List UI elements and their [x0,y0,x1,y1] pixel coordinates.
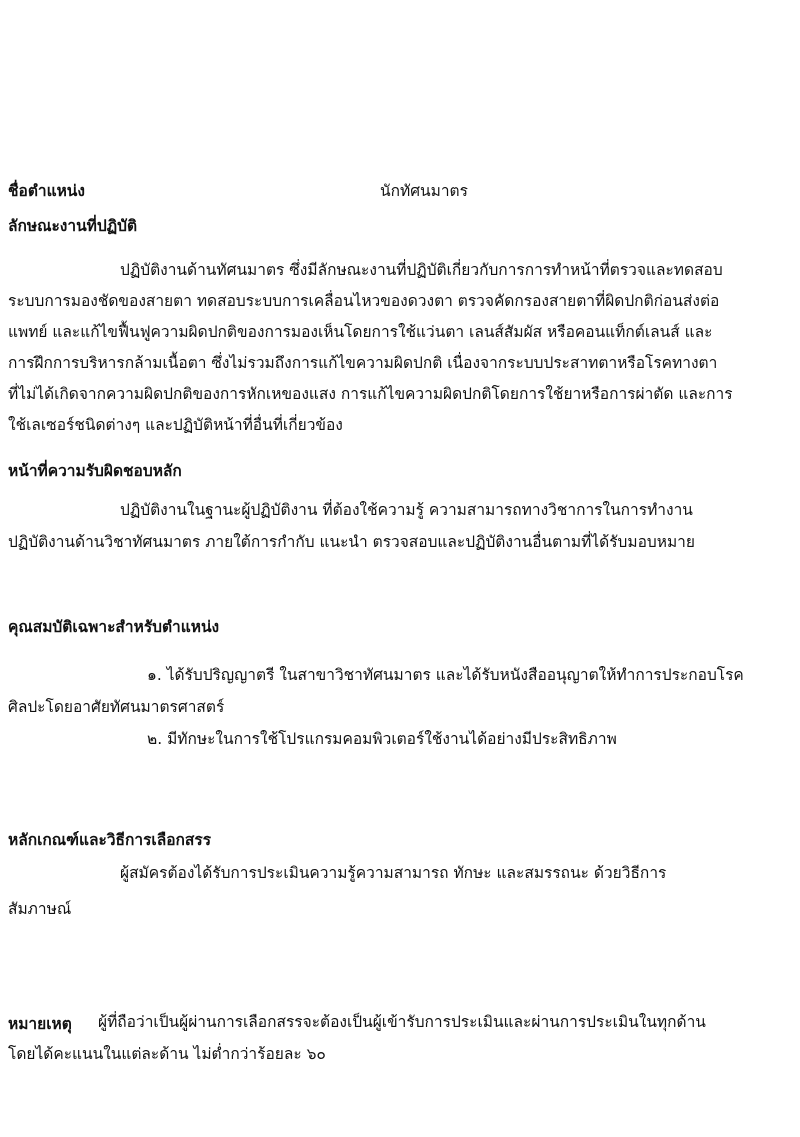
selection-line: ผู้สมัครต้องได้รับการประเมินความรู้ความสามารถ ทักษะ และสมรรถนะ ด้วยวิธีการ [120,864,667,882]
note-line: โดยได้คะแนนในแต่ละด้าน ไม่ต่ำกว่าร้อยละ ๖๐ [8,1045,326,1063]
qualification-item-continuation: ศิลปะโดยอาศัยทัศนมาตรศาสตร์ [8,698,225,716]
qualification-item: ๑. ได้รับปริญญาตรี ในสาขาวิชาทัศนมาตร และได้รับหนังสืออนุญาตให้ทำการประกอบโรค [147,666,744,684]
responsibilities-line: ปฏิบัติงานด้านวิชาทัศนมาตร ภายใต้การกำกับ แนะนำ ตรวจสอบและปฏิบัติงานอื่นตามที่ได้รับมอบหมาย [8,533,695,551]
responsibilities-heading: หน้าที่ความรับผิดชอบหลัก [8,462,182,480]
selection-line: สัมภาษณ์ [8,900,72,918]
duties-line: ใช้เลเซอร์ชนิดต่างๆ และปฏิบัติหน้าที่อื่นที่เกี่ยวข้อง [8,416,343,434]
duties-line: ที่ไม่ได้เกิดจากความผิดปกติของการหักเหของแสง การแก้ไขความผิดปกติโดยการใช้ยาหรือการผ่าตัด และการ [8,385,733,403]
qualifications-heading: คุณสมบัติเฉพาะสำหรับตำแหน่ง [8,618,220,636]
duties-line: แพทย์ และแก้ไขฟื้นฟูความผิดปกติของการมองเห็นโดยการใช้แว่นตา เลนส์สัมผัส หรือคอนแท็กต์เลนส์ และ [8,323,713,341]
duties-heading: ลักษณะงานที่ปฏิบัติ [8,217,138,235]
duties-line: ระบบการมองชัดของสายตา ทดสอบระบบการเคลื่อนไหวของดวงตา ตรวจคัดกรองสายตาที่ผิดปกติก่อนส่งต่อ [8,292,720,310]
position-label: ชื่อตำแหน่ง [8,182,85,200]
position-value: นักทัศนมาตร [380,182,468,200]
responsibilities-line: ปฏิบัติงานในฐานะผู้ปฏิบัติงาน ที่ต้องใช้ความรู้ ความสามารถทางวิชาการในการทำงาน [120,501,693,519]
selection-heading: หลักเกณฑ์และวิธีการเลือกสรร [8,831,212,849]
note-label: หมายเหตุ [8,1015,72,1033]
qualification-item: ๒. มีทักษะในการใช้โปรแกรมคอมพิวเตอร์ใช้งานได้อย่างมีประสิทธิภาพ [147,730,617,748]
duties-line: การฝึกการบริหารกล้ามเนื้อตา ซึ่งไม่รวมถึงการแก้ไขความผิดปกติ เนื่องจากระบบประสาทตาหรือโรคทางตา [8,354,718,372]
duties-line: ปฏิบัติงานด้านทัศนมาตร ซึ่งมีลักษณะงานที่ปฏิบัติเกี่ยวกับการการทำหน้าที่ตรวจและทดสอบ [120,261,723,279]
note-line: ผู้ที่ถือว่าเป็นผู้ผ่านการเลือกสรรจะต้องเป็นผู้เข้ารับการประเมินและผ่านการประเมินในทุกด้าน [98,1013,706,1031]
